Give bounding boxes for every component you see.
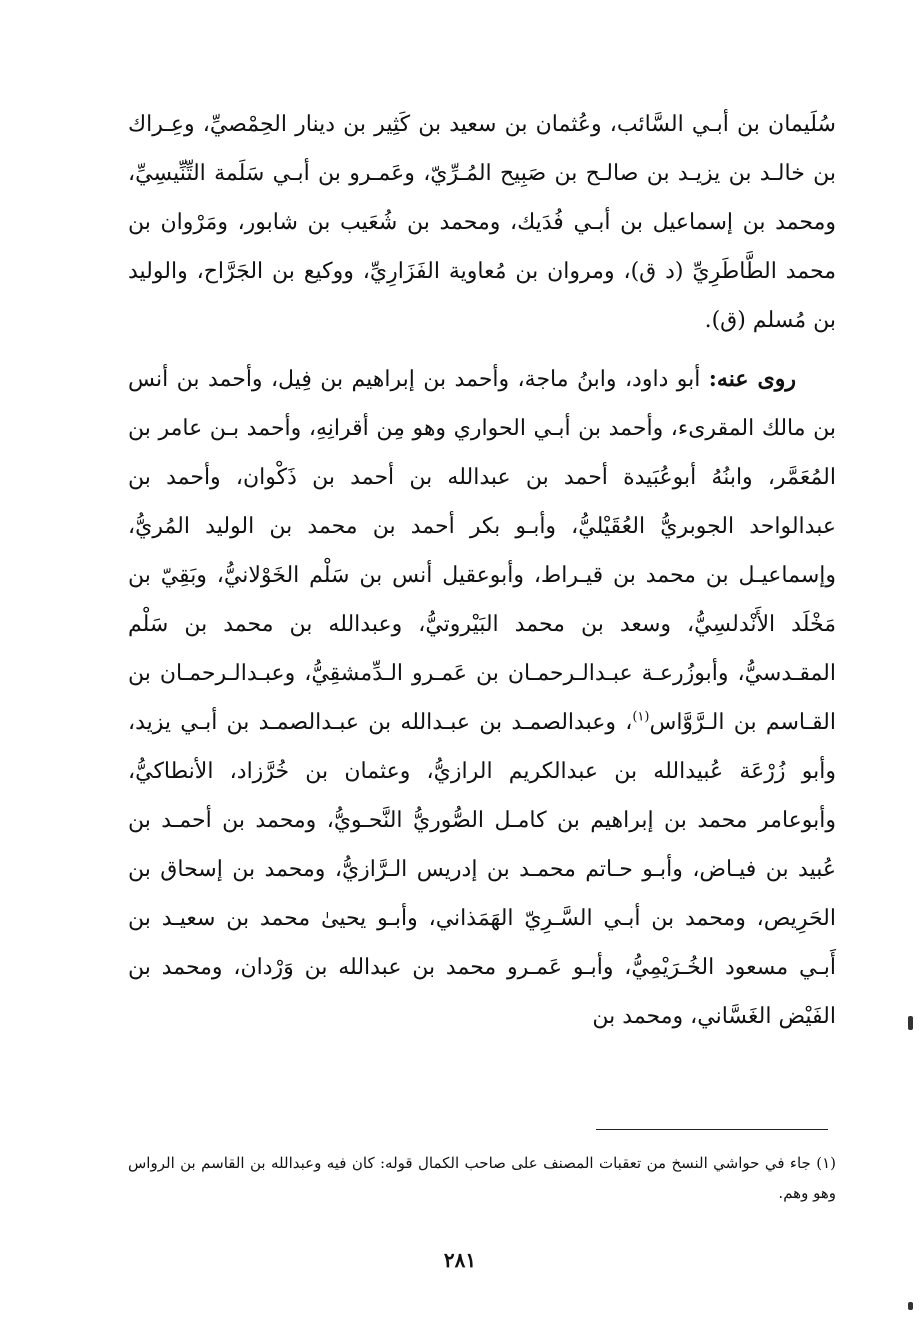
narrators-paragraph	[128, 355, 836, 1041]
teachers-continuation-paragraph	[128, 100, 836, 345]
margin-mark	[908, 1016, 913, 1030]
footnote-marker[interactable]: (١)	[632, 709, 650, 725]
narrators-text-part-1: أبو داود، وابنُ ماجة، وأحمد بن إبراهيم بن فِيل، وأحمد بن أنس بن مالك المقرىء، وأحمد بن أبـي الحواري وهو مِن أقرانِهِ، وأحمد بـن عامر بن المُعَمَّر، وابنُهُ أبوعُبَيدة أحمد بن عبدالله بن أحمد بن ذَكْوان، وأحمد بن عبدالواحد الجوبريُّ العُقَيْليُّ، وأبـو بكر أحمد بن محمد بن الوليد المُريُّ، وإسماعيـل بن محمد بن قيـراط، وأبوعقيل أنس بن سَلْم الخَوْلانيُّ، وبَقِيّ بن مَخْلَد الأَنْدلسِيُّ، وسعد بن محمد البَيْروتيُّ، وعبدالله بن محمد بن سَلْم المقـدسيُّ، وأبوزُرعـة عبـدالـرحمـان بن عَمـرو الـدِّمشقِيُّ، وعبـدالـرحمـان بن القـاسم بن الـرَّوَّاس	[128, 367, 836, 735]
footnote-separator	[596, 1129, 828, 1130]
margin-mark	[908, 1302, 913, 1310]
main-text-block	[128, 100, 836, 1041]
page-number: ٢٨١	[443, 1248, 477, 1272]
narrators-text-part-2: ، وعبدالصمـد بن عبـدالله بن عبـدالصمـد بن أبـي يزيد، وأبو زُرْعَة عُبيدالله بن عبدالكريم الرازيُّ، وعثمان بن خُرَّزاد، الأنطاكيُّ، وأبوعامر محمد بن إبراهيم بن كامـل الصُّوريُّ النَّحـويُّ، ومحمد بن أحمـد بن عُبيد بن فيـاض، وأبـو حـاتم محمـد بن إدريس الـرَّازيُّ، ومحمد بن إسحاق بن الحَرِيص، ومحمد بن أبـي السَّـرِيّ الهَمَذاني، وأبـو يحيىٰ محمد بن سعيـد بن أَبـي مسعود الخُـرَيْمِيُّ، وأبـو عَمـرو محمد بن عبدالله بن وَرْدان، ومحمد بن الفَيْض الغَسَّاني، ومحمد بن	[128, 710, 836, 1029]
teachers-continuation-text: سُلَيمان بن أبـي السَّائب، وعُثمان بن سعيد بن كَثِير بن دينار الحِمْصيِّ، وعِـراك بن خالـد بن يزيـد بن صالـح بن صَبِيح المُـرِّيّ، وعَمـرو بن أبـي سَلَمة التِّنِّيسِيِّ، ومحمد بن إسماعيل بن أبـي فُدَيك، ومحمد بن شُعَيب بن شابور، ومَرْوان بن محمد الطَّاطَرِيِّ (د ق)، ومروان بن مُعاوية الفَزَارِيِّ، ووكيع بن الجَرَّاح، والوليد بن مُسلم (ق).	[128, 112, 836, 333]
footnote-text: (١) جاء في حواشي النسخ من تعقبات المصنف على صاحب الكمال قوله: كان فيه وعبدالله بن القاسم بن الرواس وهو وهم.	[128, 1154, 836, 1202]
narrators-label: روى عنه:	[708, 366, 796, 392]
